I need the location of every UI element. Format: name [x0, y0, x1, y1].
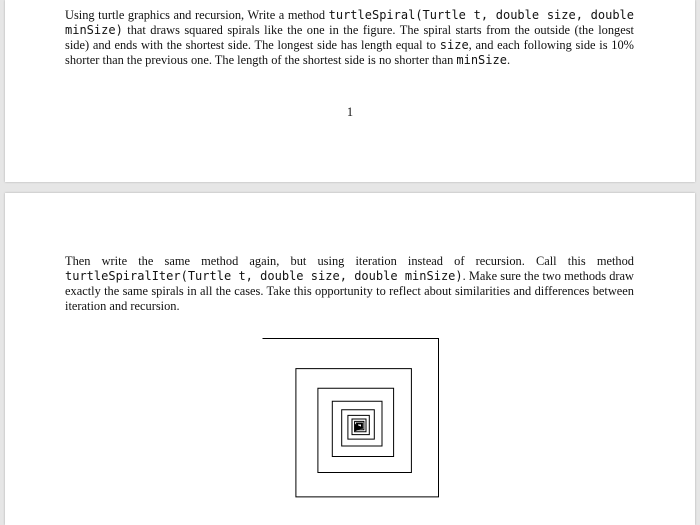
- method-signature-recursive: turtleSpiral(Turtle t, double size, double minSize): [65, 8, 634, 37]
- paragraph-1-text-c: , and each following side is 10% shorter than the previous one. The length of the shortest side is no shorter than: [65, 38, 634, 67]
- page-2: [5, 193, 695, 525]
- code-minsize: minSize: [456, 53, 507, 67]
- code-size: size: [439, 38, 469, 52]
- method-signature-iterative: turtleSpiralIter(Turtle t, double size, double minSize): [65, 269, 463, 283]
- paragraph-1-text-b: that draws squared spirals like the one in the figure. The spiral starts from the outside (the longest side) and ends with the shortest side. The longest side has length equal to: [65, 23, 634, 52]
- paragraph-1-text-d: .: [506, 53, 511, 67]
- spiral-path: [263, 339, 439, 497]
- paragraph-2-text-a: Then write the same method again, but using iteration instead of recursion. Call this method: [65, 254, 634, 268]
- spiral-figure: [262, 338, 448, 500]
- paragraph-1: [65, 8, 634, 68]
- paragraph-2: [65, 254, 634, 314]
- page-1: [5, 0, 695, 182]
- page-number: 1: [346, 105, 354, 119]
- paragraph-2-text-b: . Make sure the two methods draw exactly the same spirals in all the cases. Take this opportunity to reflect about similarities and differences between iteration and recursion.: [65, 269, 634, 313]
- paragraph-1-text-a: Using turtle graphics and recursion, Write a method: [65, 8, 329, 22]
